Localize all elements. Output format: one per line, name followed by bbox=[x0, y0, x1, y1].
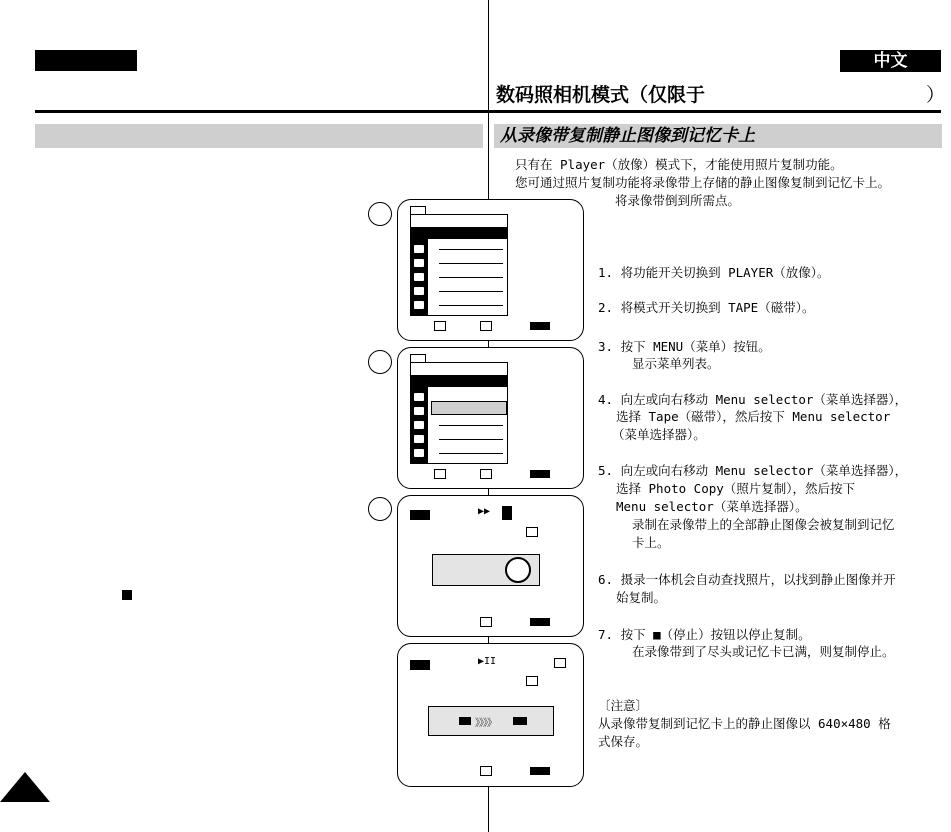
memory-target-icon bbox=[513, 717, 527, 725]
menu-header-bar bbox=[411, 375, 507, 387]
step-2: 2. 将模式开关切换到 TAPE（磁带）。 bbox=[598, 300, 815, 315]
step-6-line-2: 始复制。 bbox=[616, 590, 667, 605]
language-badge: 中文 bbox=[840, 50, 941, 72]
menu-header-bar bbox=[411, 227, 507, 239]
menu-line bbox=[439, 439, 503, 440]
tape-status-icon bbox=[526, 676, 538, 686]
gear-icon bbox=[414, 301, 424, 309]
select-icon bbox=[480, 766, 492, 776]
lcd-screen-menu bbox=[397, 199, 584, 341]
menu-icon-column bbox=[411, 239, 428, 315]
menu-list bbox=[410, 214, 508, 316]
menu-line bbox=[439, 291, 503, 292]
header-rule bbox=[35, 110, 941, 113]
intro-line-2: 您可通过照片复制功能将录像带上存储的静止图像复制到记忆卡上。 bbox=[515, 175, 891, 190]
menu-line bbox=[439, 277, 503, 278]
section-title: 从录像带复制静止图像到记忆卡上 bbox=[500, 126, 755, 146]
lcd-screen-photo-search bbox=[397, 495, 584, 637]
menu-line bbox=[439, 305, 503, 306]
search-box bbox=[432, 554, 540, 586]
battery-icon bbox=[410, 660, 430, 670]
copy-progress-box bbox=[428, 706, 554, 736]
step-3-sub: 显示菜单列表。 bbox=[632, 356, 720, 371]
menu-icon-column bbox=[411, 387, 428, 463]
note-heading: 〔注意〕 bbox=[598, 698, 649, 713]
step-5-line-4: 录制在录像带上的全部静止图像会被复制到记忆 bbox=[632, 517, 895, 532]
exit-button bbox=[530, 767, 550, 775]
step-7-line-2: 在录像带到了尽头或记忆卡已满，则复制停止。 bbox=[632, 644, 895, 659]
camera-icon bbox=[414, 259, 424, 267]
memory-card-icon bbox=[554, 658, 566, 668]
step-5-line-2: 选择 Photo Copy（照片复制），然后按下 bbox=[616, 481, 856, 496]
intro-line-1: 只有在 Player（放像）模式下，才能使用照片复制功能。 bbox=[515, 157, 843, 172]
step-5-line-1: 5. 向左或向右移动 Menu selector（菜单选择器）， bbox=[598, 463, 908, 478]
step-badge-5 bbox=[368, 497, 392, 521]
fast-forward-icon: ▶▶ bbox=[478, 506, 491, 517]
step-7-line-1: 7. 按下 ■（停止）按钮以停止复制。 bbox=[598, 627, 811, 642]
tape-status-icon bbox=[526, 527, 538, 537]
page-corner-marker bbox=[0, 772, 50, 802]
intro-line-3: 将录像带倒到所需点。 bbox=[615, 193, 741, 208]
chapter-title: 数码照相机模式（仅限于 bbox=[496, 84, 706, 106]
exit-button bbox=[530, 618, 550, 626]
step-4-line-3: （菜单选择器）。 bbox=[612, 427, 706, 442]
tv-icon bbox=[414, 435, 424, 443]
tv-icon bbox=[414, 287, 424, 295]
lcd-screen-tape-menu bbox=[397, 347, 584, 489]
select-icon bbox=[480, 469, 492, 479]
menu-item-selected bbox=[431, 401, 507, 415]
gear-icon bbox=[414, 449, 424, 457]
return-icon bbox=[434, 469, 446, 479]
menu-line bbox=[439, 263, 503, 264]
tape-icon bbox=[414, 245, 424, 253]
tape-source-icon bbox=[459, 717, 471, 725]
step-5-line-5: 卡上。 bbox=[632, 535, 670, 550]
menu-line bbox=[439, 249, 503, 250]
exit-button bbox=[530, 322, 550, 330]
note-line-1: 从录像带复制到记忆卡上的静止图像以 640×480 格 bbox=[598, 716, 891, 731]
menu-line bbox=[439, 425, 503, 426]
menu-list bbox=[410, 362, 508, 464]
copy-progress-arrows: 》》》》 bbox=[475, 718, 496, 729]
battery-icon bbox=[410, 510, 430, 520]
menu-line bbox=[439, 453, 503, 454]
camera-icon bbox=[414, 407, 424, 415]
section-bar-left bbox=[35, 124, 483, 148]
step-badge-3 bbox=[368, 202, 392, 226]
select-icon bbox=[480, 617, 492, 627]
step-3: 3. 按下 MENU（菜单）按钮。 bbox=[598, 339, 771, 354]
exit-button bbox=[530, 470, 550, 478]
play-pause-icon: ▶II bbox=[478, 656, 497, 667]
stop-indicator-icon bbox=[502, 506, 512, 520]
lcd-screen-copying bbox=[397, 643, 584, 787]
step-1: 1. 将功能开关切换到 PLAYER（放像）。 bbox=[598, 265, 830, 280]
magnifier-icon bbox=[505, 557, 531, 583]
step-6-line-1: 6. 摄录一体机会自动查找照片，以找到静止图像并开 bbox=[598, 572, 896, 587]
step-4-line-2: 选择 Tape（磁带），然后按下 Menu selector bbox=[616, 409, 891, 424]
language-badge-left bbox=[35, 50, 137, 71]
step-badge-4 bbox=[368, 350, 392, 374]
stop-icon bbox=[122, 590, 132, 600]
memory-icon bbox=[414, 421, 424, 429]
memory-icon bbox=[414, 273, 424, 281]
tape-icon bbox=[414, 393, 424, 401]
return-icon bbox=[434, 321, 446, 331]
step-4-line-1: 4. 向左或向右移动 Menu selector（菜单选择器）， bbox=[598, 392, 908, 407]
note-line-2: 式保存。 bbox=[598, 734, 649, 749]
step-5-line-3: Menu selector（菜单选择器）。 bbox=[616, 499, 808, 514]
chapter-title-close: ） bbox=[926, 84, 946, 106]
select-icon bbox=[480, 321, 492, 331]
